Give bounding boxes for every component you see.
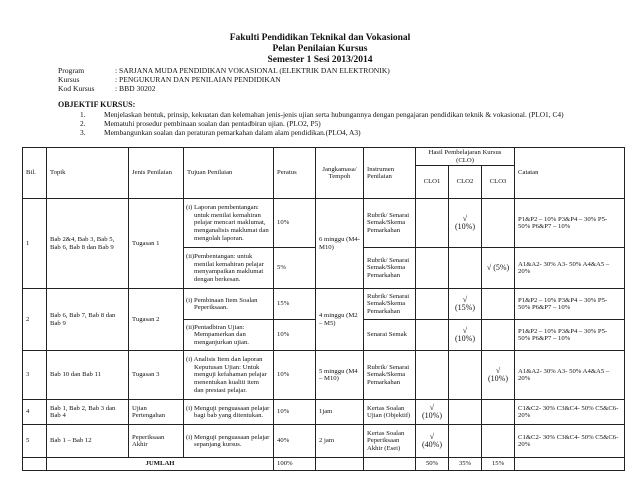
cell-clo1: [416, 425, 449, 458]
cell-clo1: [416, 289, 449, 320]
cell-tujuan: (i) Menguji penguasaan pelajar sepanjang kursus.: [184, 425, 274, 458]
cell-jenis: Tugasan 2: [129, 289, 184, 351]
cell-topik: Bab 1 – Bab 12: [47, 425, 129, 458]
cell-instrumen: Senarai Semak: [364, 320, 416, 351]
cell-jenis: Tugasan 1: [129, 199, 184, 289]
cell-catatan: P1&P2 – 10% P3&P4 – 30% P5- 50% P6&P7 – 10%: [515, 199, 625, 248]
table-row: [23, 425, 625, 458]
cell-catatan: C1&C2- 30% C3&C4- 50% C5&C6- 20%: [515, 425, 625, 458]
cell-topik: Bab 1, Bab 2, Bab 3 dan Bab 4: [47, 400, 129, 425]
total-label: JUMLAH: [47, 458, 274, 471]
cell-clo1: [416, 400, 449, 425]
table-row: [23, 400, 625, 425]
cell-clo3: [482, 199, 515, 248]
cell-clo2: [449, 320, 482, 351]
header-bil: Bil.: [23, 148, 47, 199]
header-catatan: Catatan: [515, 148, 625, 199]
cell-tujuan: (i) Analisis Item dan laporan Keputusan Ujian: Untuk menguji kefahaman pelajar menentukan kualiti item dan prestasi pelajar.: [184, 351, 274, 400]
cell-peratus: 40%: [274, 425, 316, 458]
check-icon: √ (10%): [455, 214, 475, 232]
cell-clo3: [482, 320, 515, 351]
cell-clo2: [449, 425, 482, 458]
cell-tujuan: (ii)Pembentangan: untuk menilai kemahiran pelajar menyampaikan maklumat dengan berkesan.: [184, 248, 274, 289]
cell-jenis: Peperiksaan Akhir: [129, 425, 184, 458]
cell-bil: 2: [23, 289, 47, 351]
meta-program: Program : SARJANA MUDA PENDIDIKAN VOKASIONAL (ELEKTRIK DAN ELEKTRONIK): [58, 66, 390, 75]
cell-tujuan: (i) Pembinaan Item Soalan Peperiksaan.: [184, 289, 274, 320]
header-clo3: CLO3: [482, 166, 515, 199]
cell-instrumen: [364, 458, 416, 471]
total-row: [23, 458, 625, 471]
cell-peratus: 15%: [274, 289, 316, 320]
cell-jangkamasa: 2 jam: [316, 425, 364, 458]
cell-bil: 1: [23, 199, 47, 289]
cell-jangkamasa: 6 minggu (M4-M10): [316, 199, 364, 289]
cell-jangkamasa: 4 minggu (M2 – M5): [316, 289, 364, 351]
cell-catatan: A1&A2- 30% A3- 50% A4&A5 – 20%: [515, 248, 625, 289]
check-icon: √ (10%): [488, 366, 509, 384]
check-icon: √ (10%): [455, 326, 475, 344]
header-clo1: CLO1: [416, 166, 449, 199]
cell-jangkamasa: 5 minggu (M4 – M10): [316, 351, 364, 400]
cell-bil: 4: [23, 400, 47, 425]
table-header-row: [23, 148, 625, 166]
cell-clo3: [482, 289, 515, 320]
header-clo-group: Hasil Pembelajaran Kursus (CLO): [416, 148, 515, 166]
cell-jangkamasa: [316, 458, 364, 471]
cell-clo2: [449, 248, 482, 289]
cell-bil: 3: [23, 351, 47, 400]
objektif-item: 3. Membangunkan soalan dan peraturan pemarkahan dalam alam pendidikan.(PLO4, A3): [80, 128, 361, 137]
cell-bil: [23, 458, 47, 471]
semester-title: Semester 1 Sesi 2013/2014: [267, 55, 373, 65]
objektif-heading: OBJEKTIF KURSUS:: [58, 100, 136, 109]
cell-instrumen: Rubrik/ Senarai Semak/Skema Pemarkahan: [364, 248, 416, 289]
table-row: [23, 351, 625, 400]
cell-clo1: [416, 248, 449, 289]
check-icon: √ (40%): [422, 432, 442, 450]
faculty-title: Fakulti Pendidikan Teknikal dan Vokasional: [229, 33, 411, 43]
cell-clo1: [416, 199, 449, 248]
cell-clo1: [416, 351, 449, 400]
cell-catatan: P1&P2 – 10% P3&P4 – 30% P5- 50% P6&P7 – 10%: [515, 289, 625, 320]
document-title: Pelan Penilaian Kursus: [272, 44, 368, 54]
cell-peratus: 10%: [274, 351, 316, 400]
cell-clo2: [449, 400, 482, 425]
header-peratus: Peratus: [274, 148, 316, 199]
header-jenis: Jenis Penilaian: [129, 148, 184, 199]
meta-kod-kursus: Kod Kursus : BBD 30202: [58, 84, 156, 93]
total-clo2: 35%: [449, 458, 482, 471]
cell-clo2: [449, 199, 482, 248]
cell-clo2: [449, 351, 482, 400]
cell-topik: Bab 2&4, Bab 3, Bab 5, Bab 6, Bab 8 dan Bab 9: [47, 199, 129, 289]
cell-catatan: A1&A2- 30% A3- 50% A4&A5 – 20%: [515, 351, 625, 400]
check-icon: √ (5%): [486, 263, 510, 273]
cell-peratus: 10%: [274, 400, 316, 425]
header-jangkamasa: Jangkamasa/ Tempoh: [316, 148, 364, 199]
check-icon: √ (15%): [455, 295, 475, 313]
cell-catatan: [515, 458, 625, 471]
cell-peratus: 10%: [274, 199, 316, 248]
total-clo3: 15%: [482, 458, 515, 471]
assessment-plan-table: [22, 147, 625, 471]
cell-clo3: [482, 248, 515, 289]
cell-topik: Bab 10 dan Bab 11: [47, 351, 129, 400]
cell-instrumen: Rubrik/ Senarai Semak/Skema Pemarkahan: [364, 289, 416, 320]
cell-instrumen: Kertas Soalan Ujian (Objektif): [364, 400, 416, 425]
cell-instrumen: Rubrik/ Senarai Semak/Skema Pemarkahan: [364, 351, 416, 400]
cell-topik: Bab 6, Bab 7, Bab 8 dan Bab 9: [47, 289, 129, 351]
cell-catatan: C1&C2- 30% C3&C4- 50% C5&C6- 20%: [515, 400, 625, 425]
cell-tujuan: (ii)Pentadbiran Ujian: Mempamerkan dan menganjurkan ujian.: [184, 320, 274, 351]
cell-clo1: [416, 320, 449, 351]
cell-catatan: P1&P2 – 10% P3&P4 – 30% P5- 50% P6&P7 – 10%: [515, 320, 625, 351]
cell-clo3: [482, 400, 515, 425]
cell-clo3: [482, 425, 515, 458]
cell-peratus: 5%: [274, 248, 316, 289]
cell-jenis: Tugasan 3: [129, 351, 184, 400]
cell-peratus: 10%: [274, 320, 316, 351]
total-clo1: 50%: [416, 458, 449, 471]
cell-clo2: [449, 289, 482, 320]
cell-jenis: Ujian Pertengahan: [129, 400, 184, 425]
cell-instrumen: Rubrik/ Senarai Semak/Skema Pemarkahan: [364, 199, 416, 248]
cell-instrumen: Kertas Soalan Peperiksaan Akhir (Esei): [364, 425, 416, 458]
cell-bil: 5: [23, 425, 47, 458]
table-row: [23, 289, 625, 320]
cell-clo3: [482, 351, 515, 400]
cell-tujuan: (i) Laporan pembentangan: untuk menilai kemahiran pelajar mencari maklumat, menganalisis maklumat dan mengolah laporan.: [184, 199, 274, 248]
header-clo2: CLO2: [449, 166, 482, 199]
cell-jangkamasa: 1jam: [316, 400, 364, 425]
header-topik: Topik: [47, 148, 129, 199]
cell-tujuan: (i) Menguji penguasaan pelajar bagi bab yang ditentukan.: [184, 400, 274, 425]
table-row: [23, 199, 625, 248]
objektif-item: 1. Menjelaskan bentuk, prinsip, kekuatan dan kelemahan jenis-jenis ujian serta hubungannya dengan pengajaran pendidikan teknik & vokasional. (PLO1, C4): [80, 110, 564, 119]
header-tujuan: Tujuan Penilaian: [184, 148, 274, 199]
header-instrumen: Instrumen Penilaian: [364, 148, 416, 199]
total-peratus: 100%: [274, 458, 316, 471]
objektif-item: 2. Mematuhi prosedur pembinaan soalan dan pentadbiran ujian. (PLO2, P5): [80, 119, 321, 128]
meta-kursus: Kursus : PENGUKURAN DAN PENILAIAN PENDIDIKAN: [58, 75, 281, 84]
check-icon: √ (10%): [422, 403, 442, 421]
